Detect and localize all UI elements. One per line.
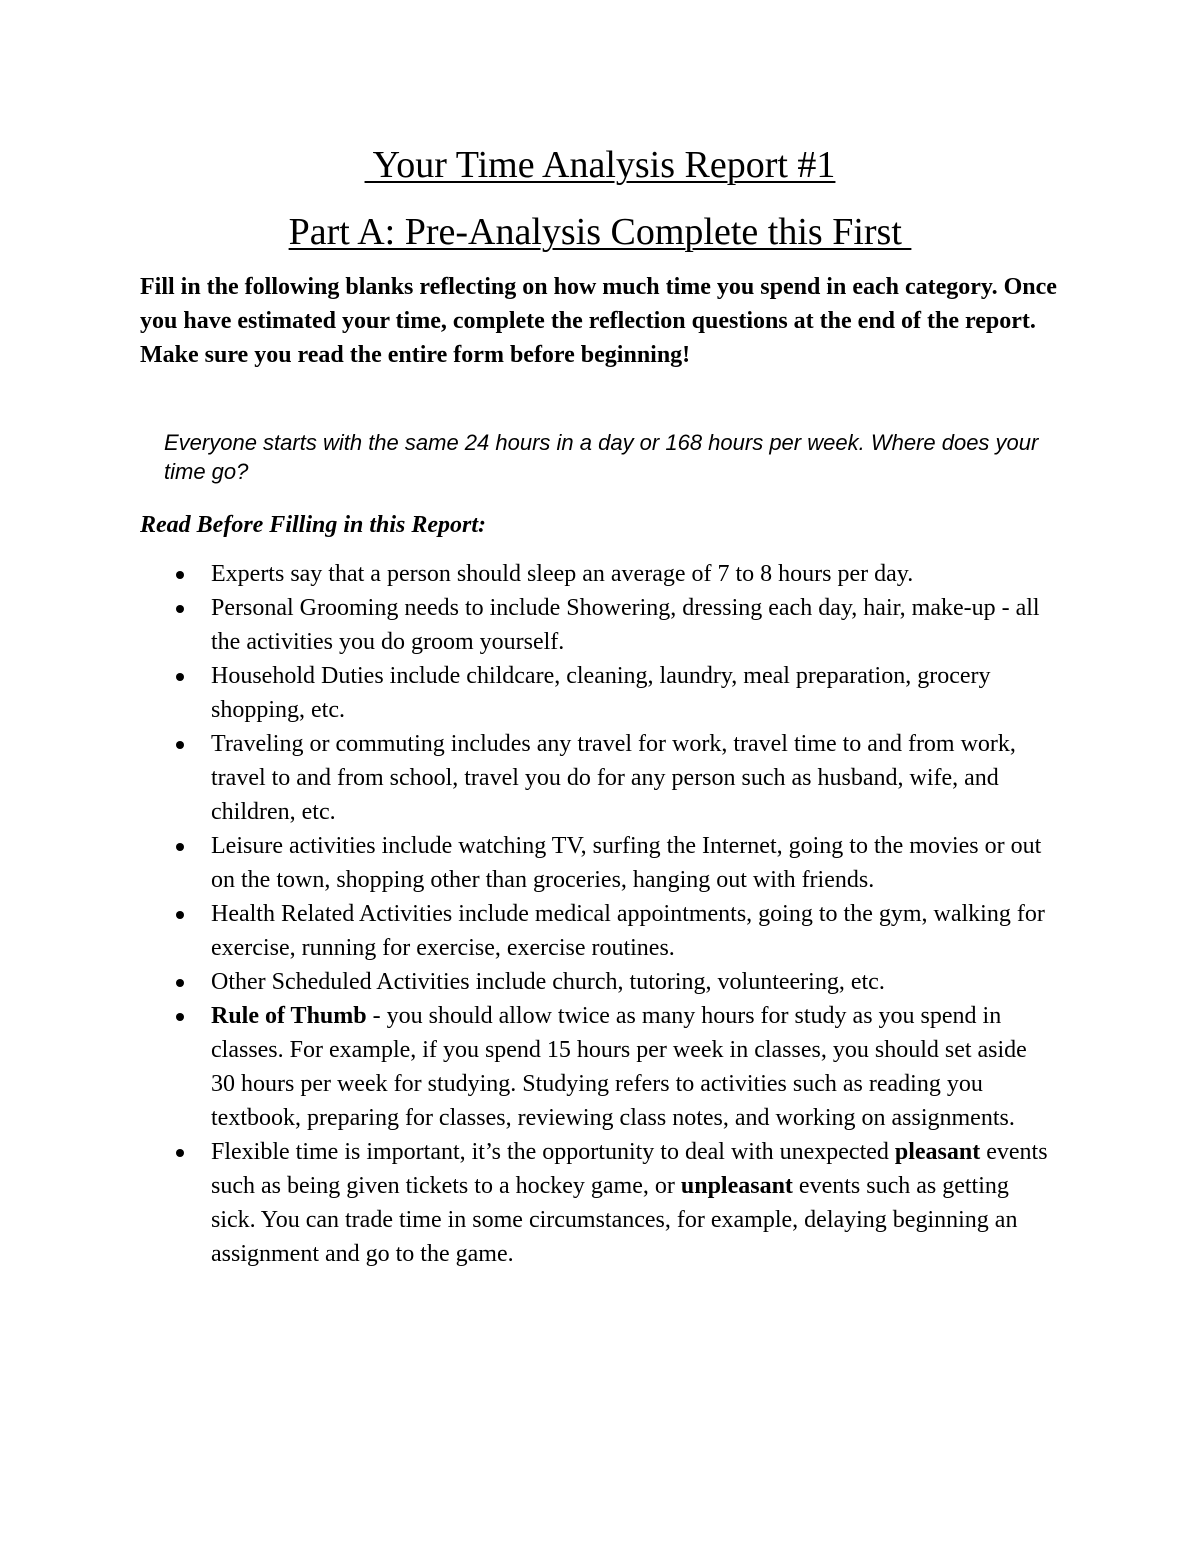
intro-instructions: Fill in the following blanks reflecting on how much time you spend in each category. Once you have estimated your time, complete the reflection questions at the end of the report. Make sure you read the entire form before beginning! bbox=[140, 274, 1057, 368]
list-item-text: Other Scheduled Activities include church, tutoring, volunteering, etc. bbox=[211, 969, 885, 995]
bullet-icon bbox=[176, 911, 184, 919]
list-item-text bbox=[211, 1139, 1048, 1267]
list-item-text: Experts say that a person should sleep an average of 7 to 8 hours per day. bbox=[211, 561, 914, 587]
read-before-heading: Read Before Filling in this Report: bbox=[140, 512, 487, 538]
bullet-icon bbox=[176, 605, 184, 613]
list-item-text: Health Related Activities include medical appointments, going to the gym, walking for exercise, running for exercise, exercise routines. bbox=[211, 901, 1045, 961]
bullet-icon bbox=[176, 1149, 184, 1157]
list-item-grooming bbox=[0, 591, 1056, 659]
list-item-rule-of-thumb bbox=[0, 999, 1056, 1135]
list-item-text: Leisure activities include watching TV, surfing the Internet, going to the movies or out on the town, shopping other than groceries, hanging out with friends. bbox=[211, 833, 1042, 893]
list-item-text: Household Duties include childcare, cleaning, laundry, meal preparation, grocery shopping, etc. bbox=[211, 663, 991, 723]
bullet-icon bbox=[176, 571, 184, 579]
hours-quote: Everyone starts with the same 24 hours in a day or 168 hours per week. Where does your time go? bbox=[164, 430, 1039, 484]
bullet-icon bbox=[176, 979, 184, 987]
flexible-text-3: events such as getting sick. You can trade time in some circumstances, for example, delaying beginning an assignment and go to the game. bbox=[211, 1173, 1018, 1267]
rule-of-thumb-text: - you should allow twice as many hours for study as you spend in classes. For example, if you spend 15 hours per week in classes, you should set aside 30 hours per week for studying. Studying refers to activities such as reading you textbook, preparing for classes, reviewing class notes, and working on assignments. bbox=[211, 1003, 1027, 1131]
bullet-icon bbox=[176, 741, 184, 749]
list-item-traveling bbox=[0, 727, 1056, 829]
unpleasant-label: unpleasant bbox=[680, 1173, 793, 1199]
pleasant-label: pleasant bbox=[894, 1139, 981, 1165]
bullet-icon bbox=[176, 1013, 184, 1021]
flexible-text-2: events such as being given tickets to a hockey game, or bbox=[211, 1139, 1048, 1199]
guidelines-list bbox=[0, 557, 1200, 1271]
bullet-icon bbox=[176, 673, 184, 681]
bullet-icon bbox=[176, 843, 184, 851]
list-item-flexible-time bbox=[0, 1135, 1056, 1271]
part-a-heading: Part A: Pre-Analysis Complete this First bbox=[288, 211, 912, 253]
list-item-sleep bbox=[0, 557, 1056, 591]
list-item-leisure bbox=[0, 829, 1056, 897]
flexible-text-1: Flexible time is important, it’s the opportunity to deal with unexpected bbox=[211, 1139, 895, 1165]
list-item-text: Personal Grooming needs to include Showering, dressing each day, hair, make-up - all the activities you do groom yourself. bbox=[211, 595, 1040, 655]
list-item-text: Traveling or commuting includes any travel for work, travel time to and from work, travel to and from school, travel you do for any person such as husband, wife, and children, etc. bbox=[211, 731, 1016, 825]
list-item-other-activities bbox=[0, 965, 1056, 999]
rule-of-thumb-label: Rule of Thumb bbox=[211, 1003, 367, 1029]
report-title: Your Time Analysis Report #1 bbox=[364, 144, 836, 186]
list-item-health bbox=[0, 897, 1056, 965]
list-item-text bbox=[211, 1003, 1027, 1131]
list-item-household bbox=[0, 659, 1056, 727]
